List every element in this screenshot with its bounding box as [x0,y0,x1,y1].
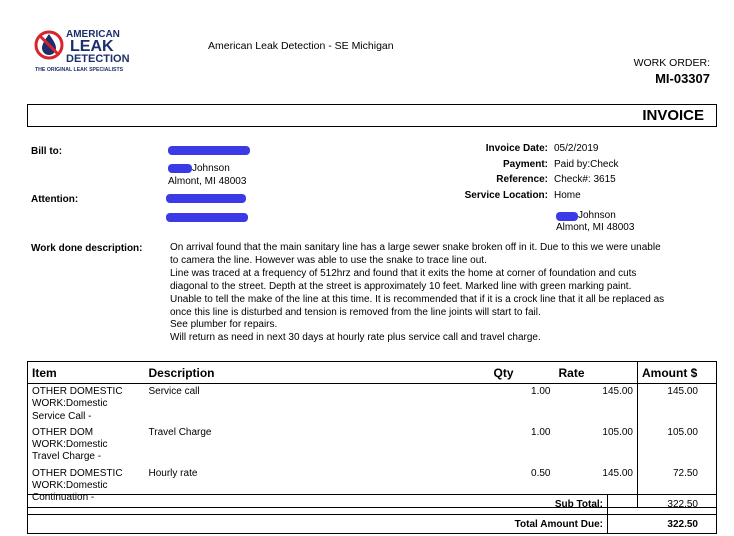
leak-detection-logo-icon [33,25,157,73]
header-amount: Amount $ [638,362,717,384]
work-line: Unable to tell the make of the line at this time. It is recommended that if it is a crock line that it all be replaced as [170,293,665,305]
redacted-attention-name [166,194,246,203]
payment-row [448,159,708,175]
work-line: to camera the line. However was able to use the snake to trace line out. [170,254,487,266]
item-name: Travel Charge - [32,451,102,463]
reference-value: Check#: 3615 [554,174,616,185]
item-name: OTHER DOM [32,426,94,438]
company-name: American Leak Detection - SE Michigan [208,40,394,52]
payment-label: Payment: [502,158,548,170]
item-name: WORK:Domestic [32,480,108,492]
total-value: 322.50 [667,518,698,530]
work-line: diagonal to the street. Depth at the street is approximately 10 feet. Marked line with green marking paint. [170,280,632,292]
svg-text:THE ORIGINAL LEAK SPECIALISTS: THE ORIGINAL LEAK SPECIALISTS [35,67,124,73]
work-line: See plumber for repairs. [170,319,278,331]
header-rate: Rate [555,362,638,384]
item-name: WORK:Domestic [32,439,108,451]
attention-label: Attention: [31,194,79,205]
description-cell: Hourly rate [148,467,198,479]
service-location-label: Service Location: [464,189,548,201]
work-done-label: Work done description: [31,243,143,254]
service-location-city: Almont, MI 48003 [556,222,635,233]
company-logo [33,25,157,73]
invoice-date-row [448,143,708,159]
redacted-first-name [168,164,192,173]
redacted-attention-phone [166,213,248,222]
item-cell [28,425,145,466]
invoice-info [448,143,708,205]
subtotal-value: 322.50 [667,499,698,510]
total-row [28,514,716,533]
work-line: Line was traced at a frequency of 512hrz and found that it exits the home at corner of foundation and cuts [170,267,637,279]
item-name: WORK:Domestic [32,398,108,410]
redacted-location-first-name [556,212,578,221]
amount-cell: 72.50 [672,467,698,479]
work-order-label: WORK ORDER: [633,57,710,69]
header-description: Description [145,362,490,384]
service-location-row [448,190,708,206]
item-name: OTHER DOMESTIC [32,467,123,479]
invoice-title-bar [27,104,717,127]
work-line: On arrival found that the main sanitary line has a large sewer snake broken off in it. Due to this we were unable [170,242,661,253]
amount-cell: 145.00 [667,386,698,397]
item-name: Service Call - [32,410,92,422]
invoice-title: INVOICE [642,107,704,124]
qty-cell: 0.50 [531,467,551,479]
work-line: once this line is disturbed and tension is removed from the line joints will start to fail. [170,306,541,318]
amount-cell: 105.00 [667,426,698,438]
header-item: Item [28,362,145,384]
work-line: Will return as need in next 30 days at hourly rate plus service call and travel charge. [170,332,541,344]
description-cell: Service call [148,386,200,397]
header-qty: Qty [490,362,555,384]
work-order-number: MI-03307 [655,71,710,86]
rate-cell: 145.00 [555,466,638,507]
bill-to-city: Almont, MI 48003 [168,176,247,187]
qty-cell: 1.00 [531,426,551,438]
subtotal-label: Sub Total: [28,495,608,514]
reference-row [448,174,708,190]
svg-text:AMERICAN: AMERICAN [66,29,120,40]
service-location-value: Home [554,189,581,201]
svg-text:DETECTION: DETECTION [66,53,130,65]
rate-cell: 105.00 [555,425,638,466]
subtotal-row [28,495,716,514]
total-label: Total Amount Due: [28,515,608,533]
item-name: Continuation - [32,492,95,504]
work-done-description [170,242,720,345]
redacted-name [168,146,250,155]
rate-cell: 145.00 [555,384,638,425]
table-row [28,384,717,425]
item-name: OTHER DOMESTIC [32,386,123,397]
bill-to-name: Johnson [192,163,230,174]
invoice-date-value: 05/2/2019 [554,143,599,154]
description-cell: Travel Charge [148,426,212,438]
qty-cell: 1.00 [531,386,551,397]
invoice-date-label: Invoice Date: [485,143,548,154]
reference-label: Reference: [496,174,548,185]
table-header-row [28,362,717,384]
service-location-name: Johnson [578,210,616,221]
totals-box [27,494,717,534]
line-items-table [27,361,717,508]
item-cell [28,384,145,425]
svg-text:LEAK: LEAK [70,38,114,55]
bill-to-label: Bill to: [31,146,63,157]
table-row [28,425,717,466]
payment-value: Paid by:Check [554,158,619,170]
